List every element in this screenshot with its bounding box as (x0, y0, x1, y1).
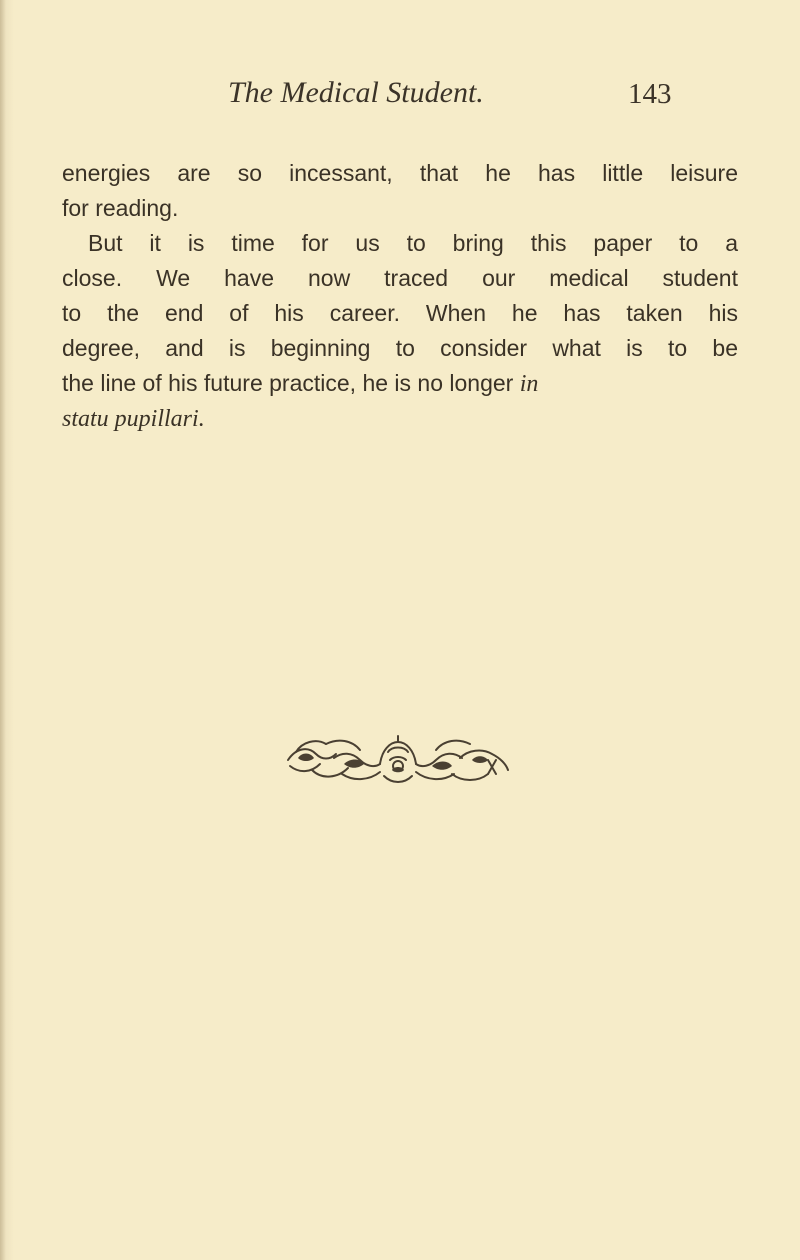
running-title: The Medical Student. (228, 76, 484, 109)
text-line (62, 366, 738, 402)
text-line: degree, and is beginning to consider what is to be (62, 335, 738, 361)
italic-phrase: in (519, 371, 539, 397)
text-segment: the line of his future practice, he is no longer (62, 370, 520, 396)
text-line: close. We have now traced our medical student (62, 265, 738, 291)
text-line: energies are so incessant, that he has little leisure (62, 160, 738, 186)
text-line: to the end of his career. When he has taken his (62, 300, 738, 326)
running-head (0, 76, 800, 116)
page-number: 143 (628, 78, 672, 110)
body-text (62, 156, 738, 437)
text-line: But it is time for us to bring this paper to a (88, 230, 738, 256)
tailpiece-ornament-icon (282, 730, 514, 790)
text-line: for reading. (62, 195, 179, 221)
italic-phrase: statu pupillari. (62, 406, 205, 432)
page-gutter-shadow (0, 0, 6, 1260)
